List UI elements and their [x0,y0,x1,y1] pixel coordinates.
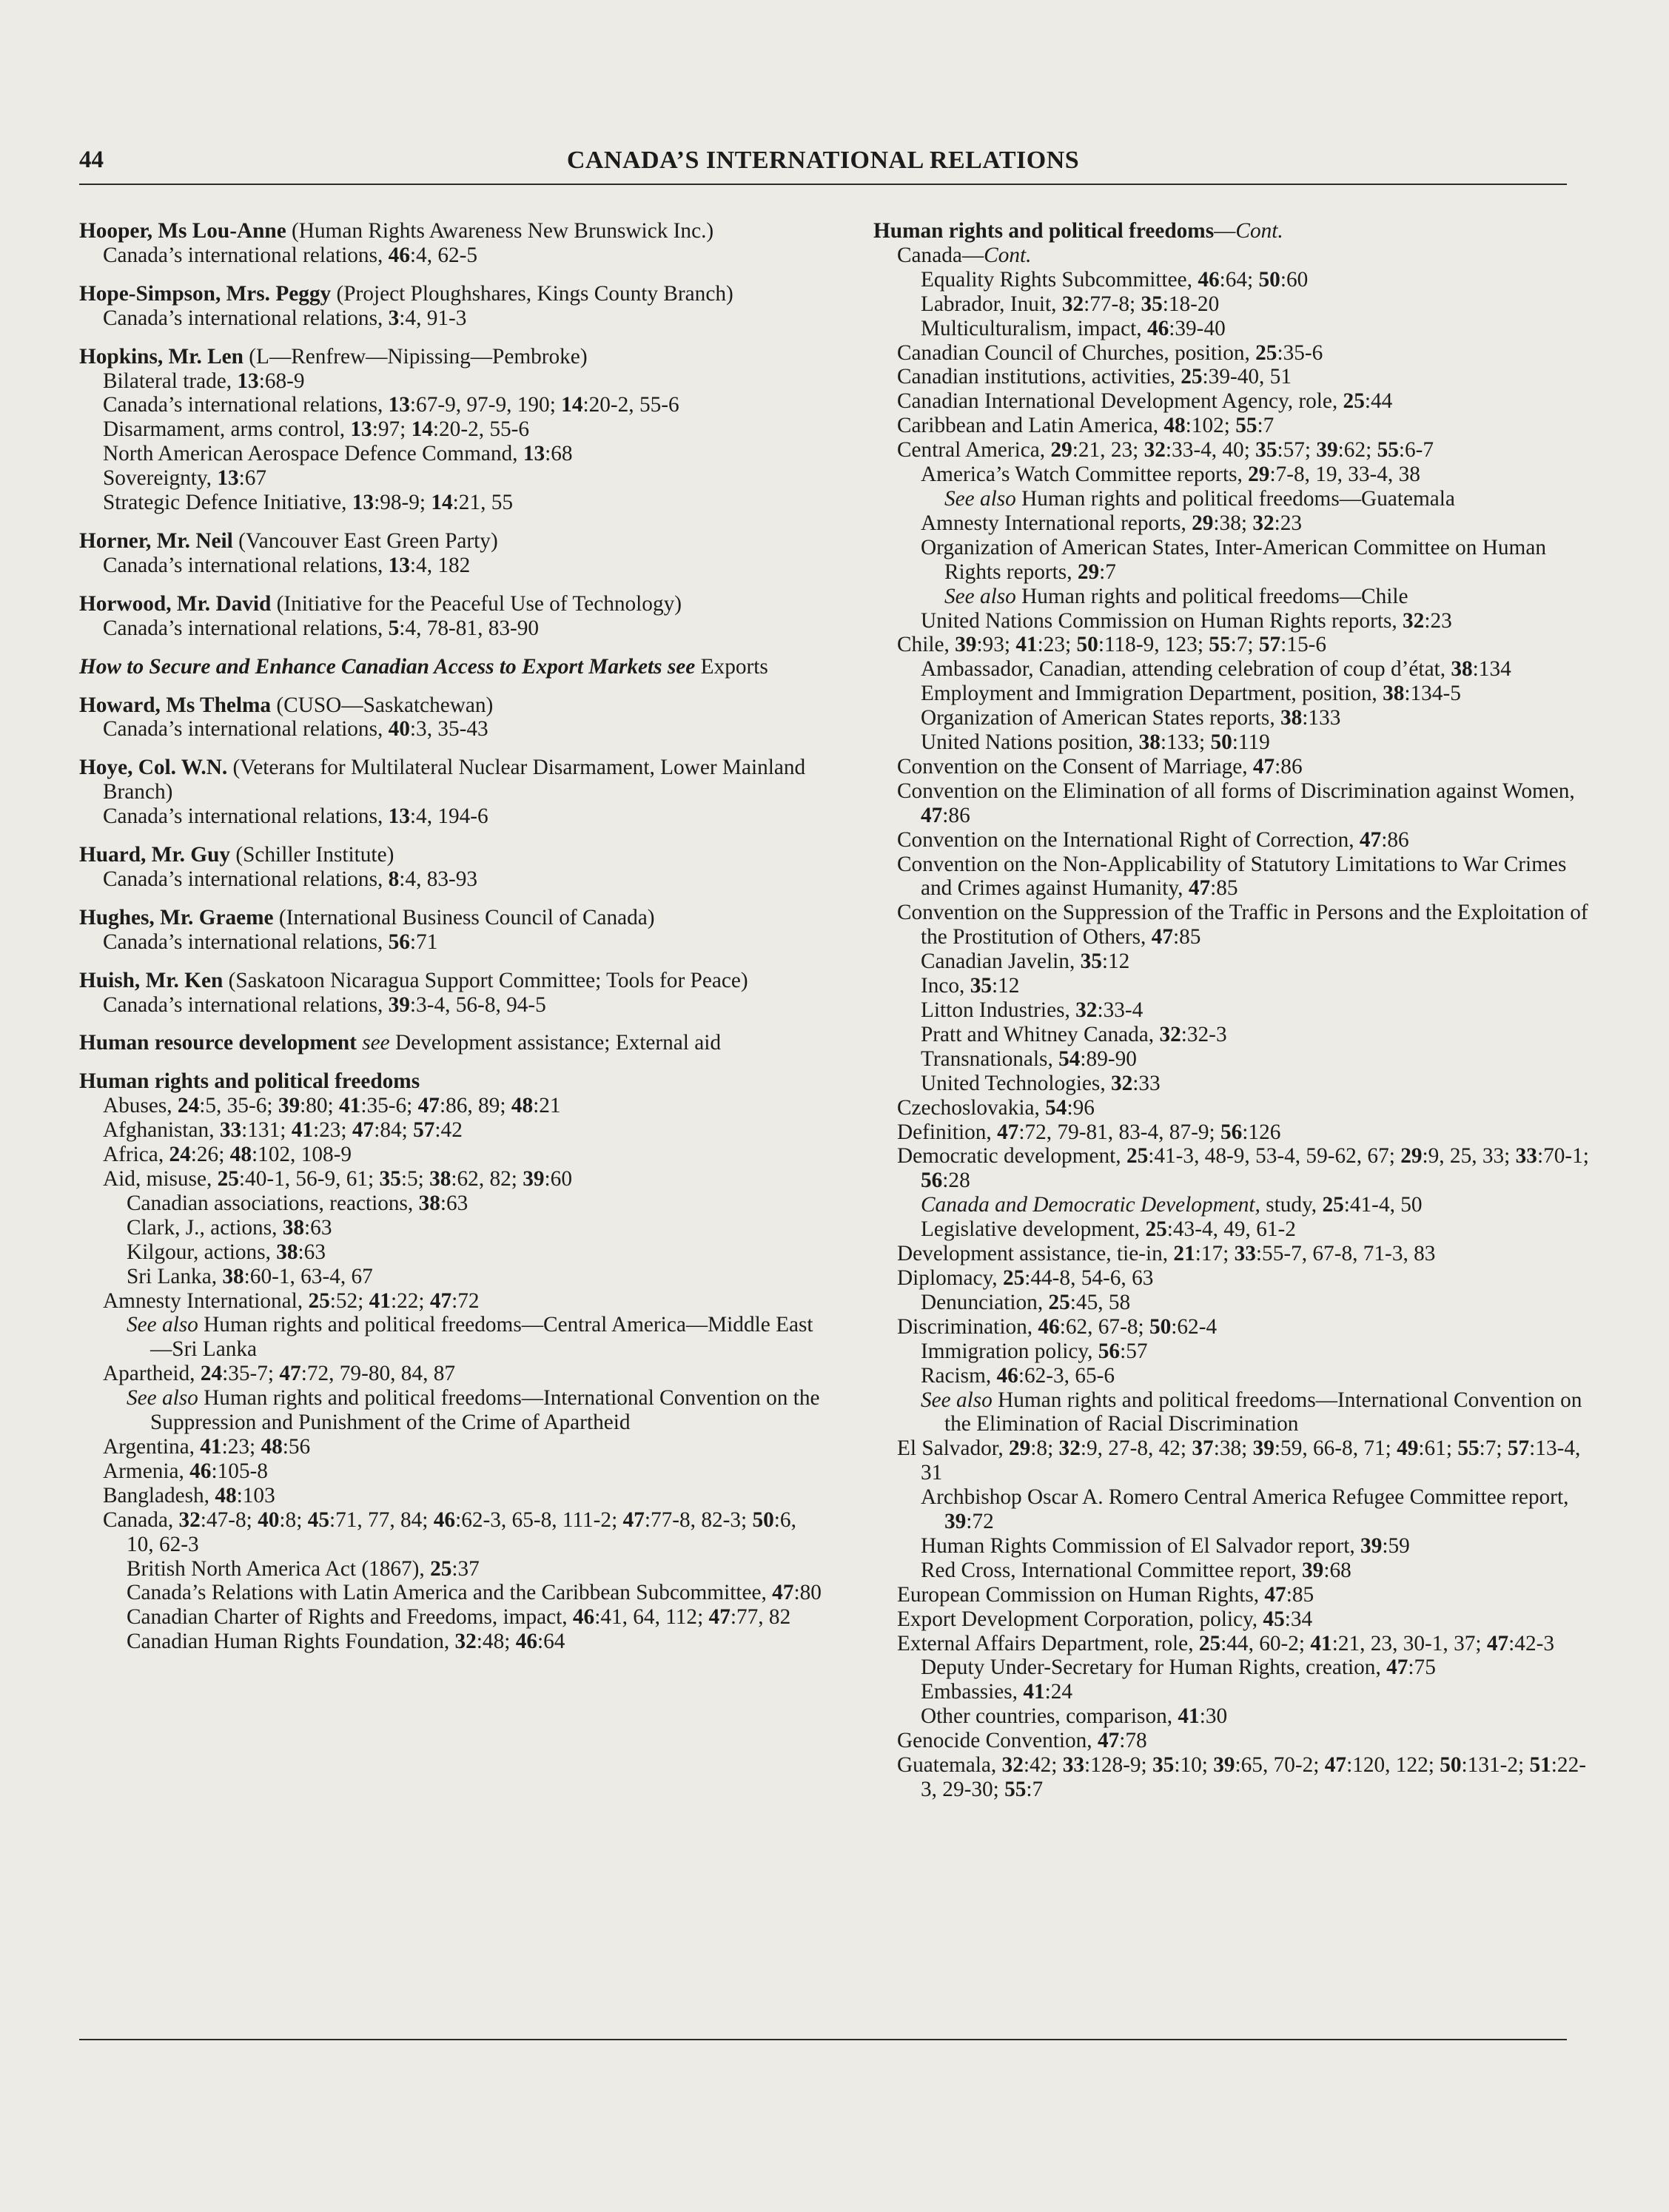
index-subentry: Bangladesh, 48:103 [103,1483,275,1507]
index-subentry: Convention on the Elimination of all forms of Discrimination against Women, 47:86 [897,779,1575,827]
index-subentry: Clark, J., actions, 38:63 [127,1215,332,1240]
index-heading: Hughes, Mr. Graeme (International Business Council of Canada) [79,905,655,929]
index-subentry: Canada—Cont. [897,243,1032,267]
index-subentry: Canada’s international relations, 56:71 [103,929,438,954]
index-subentry: Chile, 39:93; 41:23; 50:118-9, 123; 55:7; 57:15-6 [897,633,1326,657]
index-subentry: Disarmament, arms control, 13:97; 14:20-2, 55-6 [103,417,530,442]
index-subentry: Africa, 24:26; 48:102, 108-9 [103,1143,352,1167]
index-subentry: Employment and Immigration Department, position, 38:134-5 [921,682,1461,706]
index-subentry: Equality Rights Subcommittee, 46:64; 50:60 [921,267,1309,292]
index-subentry: Ambassador, Canadian, attending celebration of coup d’état, 38:134 [921,657,1511,682]
index-subentry: Amnesty International, 25:52; 41:22; 47:72 [103,1288,480,1313]
index-subentry: Canada’s international relations, 39:3-4, 56-8, 94-5 [103,992,546,1017]
index-heading: Hoye, Col. W.N. (Veterans for Multilateral Nuclear Disarmament, Lower Mainland Branch) [79,756,806,804]
running-title: CANADA’S INTERNATIONAL RELATIONS [566,147,1080,174]
index-heading: Hopkins, Mr. Len (L—Renfrew—Nipissing—Pembroke) [79,344,588,369]
index-entry [79,1069,827,1654]
index-subentry: Diplomacy, 25:44-8, 54-6, 63 [897,1265,1154,1290]
index-heading: Hope-Simpson, Mrs. Peggy (Project Ploughshares, Kings County Branch) [79,281,733,306]
index-subentry: Canadian Council of Churches, position, 25:35-6 [897,340,1323,365]
index-subentry: Canada’s international relations, 5:4, 78-81, 83-90 [103,616,540,640]
index-subentry: United Technologies, 32:33 [921,1071,1161,1095]
index-subentry: Inco, 35:12 [921,974,1020,998]
index-entry [79,843,827,892]
index-subentry: Canada’s Relations with Latin America and the Caribbean Subcommittee, 47:80 [127,1581,822,1605]
index-subentry: Canadian Charter of Rights and Freedoms, impact, 46:41, 64, 112; 47:77, 82 [127,1605,791,1630]
index-subentry: America’s Watch Committee reports, 29:7-8, 19, 33-4, 38 [921,463,1420,487]
index-entry [79,1031,827,1055]
index-subentry: Legislative development, 25:43-4, 49, 61-2 [921,1217,1296,1242]
index-subentry: Canadian associations, reactions, 38:63 [127,1191,469,1215]
index-subentry: Export Development Corporation, policy, 45:34 [897,1607,1313,1631]
index-subentry: European Commission on Human Rights, 47:85 [897,1582,1314,1607]
index-subentry: Transnationals, 54:89-90 [921,1046,1137,1071]
index-subentry: Abuses, 24:5, 35-6; 39:80; 41:35-6; 47:86, 89; 48:21 [103,1094,561,1118]
index-subentry: Guatemala, 32:42; 33:128-9; 35:10; 39:65, 70-2; 47:120, 122; 50:131-2; 51:22-3, 29-30; 55:7 [897,1753,1586,1801]
index-heading: Howard, Ms Thelma (CUSO—Saskatchewan) [79,693,494,717]
index-subentry: Red Cross, International Committee report, 39:68 [921,1558,1351,1582]
index-subentry: See also Human rights and political freedoms—Chile [944,584,1408,608]
index-entry [79,592,827,641]
index-subentry: Canada’s international relations, 3:4, 91-3 [103,306,467,330]
index-subentry: Other countries, comparison, 41:30 [921,1704,1228,1729]
index-subentry: Organization of American States reports, 38:133 [921,706,1341,730]
index-entry [79,693,827,742]
index-entry [79,282,827,331]
index-subentry: British North America Act (1867), 25:37 [127,1556,480,1581]
index-subentry: North American Aerospace Defence Command, 13:68 [103,442,573,466]
index-subentry: Sovereignty, 13:67 [103,466,267,491]
index-subentry: Canada’s international relations, 13:67-9, 97-9, 190; 14:20-2, 55-6 [103,393,679,417]
index-heading: Huish, Mr. Ken (Saskatoon Nicaragua Support Committee; Tools for Peace) [79,968,748,992]
index-subentry: United Nations Commission on Human Rights reports, 32:23 [921,608,1452,633]
index-subentry: El Salvador, 29:8; 32:9, 27-8, 42; 37:38; 39:59, 66-8, 71; 49:61; 55:7; 57:13-4, 31 [897,1436,1581,1485]
index-entry [79,969,827,1018]
index-heading: Human rights and political freedoms [79,1069,420,1094]
index-subentry: External Affairs Department, role, 25:44, 60-2; 41:21, 23, 30-1, 37; 47:42-3 [897,1631,1554,1655]
index-subentry: Canada and Democratic Development, study, 25:41-4, 50 [921,1193,1423,1217]
index-subentry: Definition, 47:72, 79-81, 83-4, 87-9; 56:126 [897,1120,1281,1144]
index-entry [79,345,827,515]
index-subentry: Human Rights Commission of El Salvador report, 39:59 [921,1533,1410,1558]
index-subentry: Democratic development, 25:41-3, 48-9, 53-4, 59-62, 67; 29:9, 25, 33; 33:70-1; 56:28 [897,1144,1589,1193]
index-subentry: Discrimination, 46:62, 67-8; 50:62-4 [897,1314,1218,1339]
index-subentry: Strategic Defence Initiative, 13:98-9; 14:21, 55 [103,491,514,515]
index-subentry: Canada’s international relations, 13:4, 182 [103,553,471,577]
left-column [79,219,827,1668]
index-subentry: Canadian International Development Agency, role, 25:44 [897,389,1393,414]
index-subentry: United Nations position, 38:133; 50:119 [921,730,1270,755]
index-entry [79,655,827,679]
index-subentry: Armenia, 46:105-8 [103,1459,268,1483]
index-heading: Human rights and political freedoms—Cont. [873,219,1283,243]
index-subentry: Genocide Convention, 47:78 [897,1729,1147,1753]
index-entry [873,219,1599,1802]
index-subentry: Sri Lanka, 38:60-1, 63-4, 67 [127,1264,373,1288]
page-number: 44 [79,147,104,173]
index-subentry: Deputy Under-Secretary for Human Rights, creation, 47:75 [921,1655,1436,1680]
index-subentry: Development assistance, tie-in, 21:17; 33:55-7, 67-8, 71-3, 83 [897,1242,1436,1266]
index-subentry: Aid, misuse, 25:40-1, 56-9, 61; 35:5; 38:62, 82; 39:60 [103,1167,572,1191]
index-subentry: Immigration policy, 56:57 [921,1339,1148,1363]
index-heading: Horwood, Mr. David (Initiative for the Peaceful Use of Technology) [79,591,682,616]
index-subentry: Caribbean and Latin America, 48:102; 55:7 [897,414,1275,438]
index-heading: Huard, Mr. Guy (Schiller Institute) [79,843,394,867]
index-subentry: Apartheid, 24:35-7; 47:72, 79-80, 84, 87 [103,1362,456,1386]
index-subentry: Afghanistan, 33:131; 41:23; 47:84; 57:42 [103,1118,463,1143]
right-column [873,219,1599,1816]
index-subentry: See also Human rights and political freedoms—International Convention on the Suppression and Punishment of the Crime of Apartheid [127,1386,820,1435]
index-subentry: Embassies, 41:24 [921,1680,1073,1704]
index-subentry: Canadian institutions, activities, 25:39-40, 51 [897,365,1292,389]
index-entry [79,756,827,829]
index-subentry: See also Human rights and political freedoms—Guatemala [944,486,1455,511]
index-subentry: See also Human rights and political freedoms—Central America—Middle East—Sri Lanka [127,1313,813,1362]
index-heading: Human resource development see Development assistance; External aid [79,1031,722,1055]
index-heading: Hooper, Ms Lou-Anne (Human Rights Awareness New Brunswick Inc.) [79,219,714,243]
index-subentry: Convention on the Suppression of the Traffic in Persons and the Exploitation of the Prostitution of Others, 47:85 [897,901,1588,949]
index-subentry: Central America, 29:21, 23; 32:33-4, 40; 35:57; 39:62; 55:6-7 [897,438,1434,463]
index-subentry: Canada’s international relations, 46:4, 62-5 [103,243,478,267]
index-heading: Horner, Mr. Neil (Vancouver East Green Party) [79,528,498,553]
index-subentry: Kilgour, actions, 38:63 [127,1240,326,1264]
index-subentry: Canada, 32:47-8; 40:8; 45:71, 77, 84; 46:62-3, 65-8, 111-2; 47:77-8, 82-3; 50:6, 10, 62-3 [103,1507,796,1556]
index-subentry: Bilateral trade, 13:68-9 [103,369,305,393]
index-subentry: Pratt and Whitney Canada, 32:32-3 [921,1022,1227,1046]
index-subentry: Czechoslovakia, 54:96 [897,1095,1095,1120]
index-subentry: Convention on the Consent of Marriage, 47:86 [897,754,1303,779]
index-subentry: Canadian Javelin, 35:12 [921,949,1130,974]
index-subentry: Denunciation, 25:45, 58 [921,1290,1131,1314]
running-header [79,147,1567,182]
index-subentry: Multiculturalism, impact, 46:39-40 [921,316,1226,340]
index-subentry: Convention on the International Right of Correction, 47:86 [897,827,1409,852]
header-rule [79,184,1567,185]
index-subentry: Canada’s international relations, 40:3, 35-43 [103,717,488,742]
index-subentry: Canada’s international relations, 13:4, 194-6 [103,804,488,829]
index-entry [79,219,827,268]
index-subentry: Labrador, Inuit, 32:77-8; 35:18-20 [921,292,1220,316]
index-entry [79,529,827,578]
index-subentry: Canadian Human Rights Foundation, 32:48; 46:64 [127,1630,565,1654]
index-entry [79,906,827,955]
index-subentry: Canada’s international relations, 8:4, 83-93 [103,867,478,891]
index-subentry: See also Human rights and political freedoms—International Convention on the Elimination of Racial Discrimination [921,1388,1582,1436]
footer-rule [79,2039,1567,2040]
index-subentry: Amnesty International reports, 29:38; 32:23 [921,511,1303,535]
index-subentry: Organization of American States, Inter-American Committee on Human Rights reports, 29:7 [921,535,1546,584]
index-subentry: Argentina, 41:23; 48:56 [103,1434,311,1459]
index-subentry: Racism, 46:62-3, 65-6 [921,1363,1115,1388]
index-subentry: Archbishop Oscar A. Romero Central America Refugee Committee report, 39:72 [921,1485,1569,1534]
index-subentry: Litton Industries, 32:33-4 [921,998,1144,1022]
index-heading: How to Secure and Enhance Canadian Access to Export Markets see Exports [79,654,768,679]
index-subentry: Convention on the Non-Applicability of Statutory Limitations to War Crimes and Crimes against Humanity, 47:85 [897,852,1567,901]
